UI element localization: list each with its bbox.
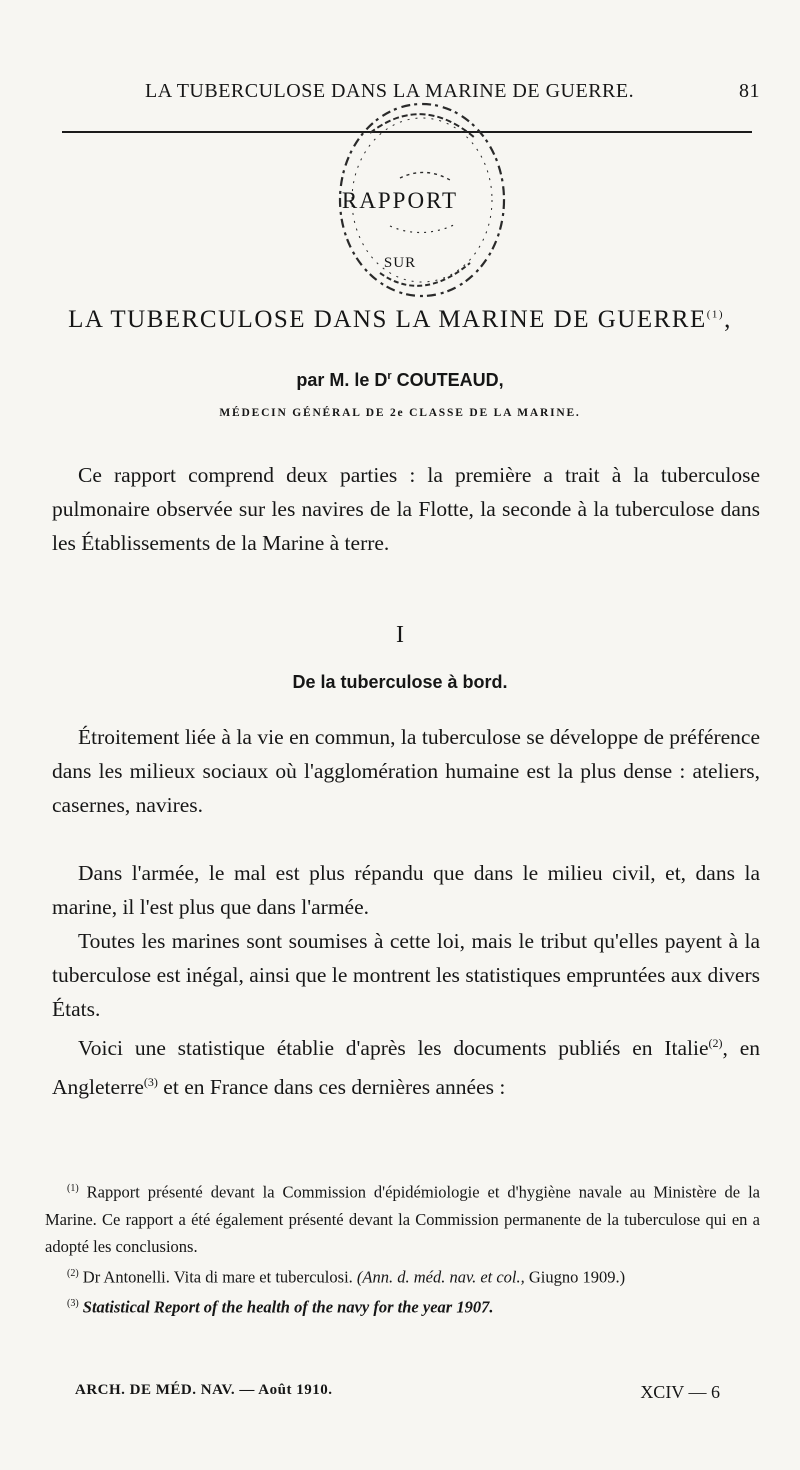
- p4-text-a: Voici une statistique établie d'après les documents publiés en Italie: [78, 1036, 709, 1061]
- report-label: RAPPORT: [341, 188, 459, 213]
- page-number: 81: [739, 80, 760, 102]
- page-footer: [75, 1382, 760, 1410]
- main-title-end: ,: [724, 306, 732, 333]
- author-title: MÉDECIN GÉNÉRAL DE 2e CLASSE DE LA MARINE.: [219, 407, 581, 419]
- intro-paragraph: Ce rapport comprend deux parties : la première a trait à la tuberculose pulmonaire observée sur les navires de la Flotte, la seconde à la tuberculose dans les Établissements de la Marine à terre.: [52, 463, 760, 555]
- main-title-text: LA TUBERCULOSE DANS LA MARINE DE GUERRE: [68, 306, 707, 333]
- footnote-1-mark: (1): [67, 1183, 79, 1194]
- main-title: [0, 306, 800, 334]
- footnote-2-date: Giugno 1909.): [524, 1267, 626, 1286]
- title-footnote-mark: (1): [706, 308, 725, 321]
- section-numeral: I: [396, 622, 404, 648]
- footnote-ref-3: (3): [143, 1075, 158, 1090]
- author-name: COUTEAUD,: [391, 370, 504, 390]
- footnote-3-text: Statistical Report of the health of the navy for the year 1907.: [78, 1297, 494, 1317]
- footnote-1: [45, 1175, 760, 1260]
- footnote-2: [45, 1260, 760, 1291]
- footer-journal: ARCH. DE MÉD. NAV. — Août 1910.: [75, 1382, 333, 1398]
- body-paragraph-1: Étroitement liée à la vie en commun, la tuberculose se développe de préférence dans les milieux sociaux où l'agglomération humaine est la plus dense : ateliers, casernes, navires.: [52, 725, 760, 817]
- footnote-3: [45, 1290, 760, 1321]
- body-paragraph-4: [52, 1026, 760, 1104]
- author-line: [0, 370, 800, 391]
- author-prefix: par M. le D: [296, 370, 388, 390]
- footnote-2-text: Vita di mare et tuberculosi.: [169, 1267, 357, 1286]
- footnote-ref-2: (2): [708, 1036, 723, 1050]
- sur-label: SUR: [383, 255, 417, 271]
- author-prefix-sup: r: [387, 370, 392, 382]
- p4-text-c: et en France dans ces dernières années :: [157, 1075, 506, 1100]
- section-heading: De la tuberculose à bord.: [292, 672, 508, 692]
- footer-signature: XCIV — 6: [640, 1382, 720, 1402]
- body-paragraph-3: Toutes les marines sont soumises à cette loi, mais le tribut qu'elles payent à la tuberculose est inégal, ainsi que le montrent les statistiques empruntées aux divers États.: [52, 929, 760, 1021]
- running-head-title: LA TUBERCULOSE DANS LA MARINE DE GUERRE.: [145, 80, 635, 102]
- footnote-2-ref: (Ann. d. méd. nav. et col.,: [356, 1267, 525, 1286]
- body-paragraph-2: Dans l'armée, le mal est plus répandu que dans le milieu civil, et, dans la marine, il l'est plus que dans l'armée.: [52, 861, 760, 919]
- footnote-1-text: Rapport présenté devant la Commission d'épidémiologie et d'hygiène navale au Ministère de la Marine. Ce rapport a été également présenté devant la Commission permanente de la tuberculose qui en a adopté les conclusions.: [45, 1182, 760, 1256]
- footnote-2-author: Dr Antonelli.: [78, 1267, 170, 1286]
- footnote-2-mark: (2): [67, 1267, 79, 1279]
- footnotes: [45, 1175, 760, 1321]
- footnote-3-mark: (3): [67, 1298, 79, 1309]
- p4-text-b: , en Angleterre: [52, 1036, 761, 1100]
